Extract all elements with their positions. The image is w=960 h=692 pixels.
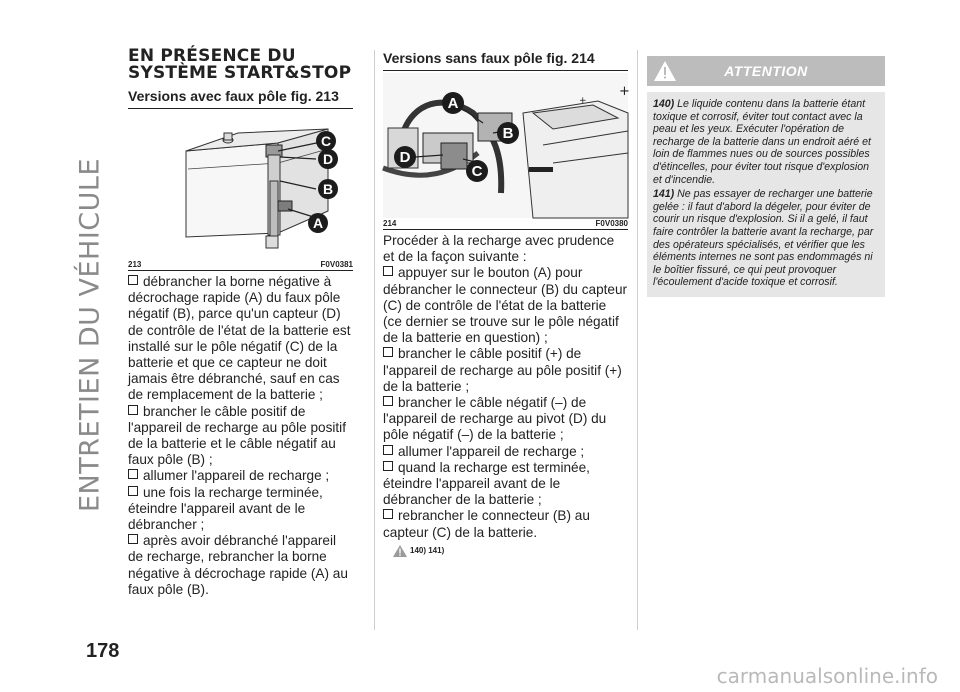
list-item: allumer l'appareil de recharge ;: [128, 468, 353, 484]
warning-triangle-icon: [653, 60, 677, 82]
figure-code: F0V0381: [320, 260, 353, 269]
list-item: appuyer sur le bouton (A) pour débrancher le connecteur (B) du capteur (C) de contrôle de l'état de la batterie (ce dernier se trouve sur le pôle négatif de la batterie en question) ;: [383, 265, 628, 346]
checkbox-bullet-icon: [383, 509, 393, 519]
checkbox-bullet-icon: [383, 445, 393, 455]
figure-label-a: A: [312, 215, 324, 231]
warning-references: 140) 141): [393, 545, 628, 557]
list-item: brancher le câble négatif (–) de l'appareil de recharge au pivot (D) du pôle négatif (–) de la batterie ;: [383, 395, 607, 443]
list-item: rebrancher le connecteur (B) au capteur (C) de la batterie.: [383, 508, 590, 540]
list-item: quand la recharge est terminée, éteindre l'appareil avant de le débrancher de la batterie ;: [383, 459, 590, 508]
figure-number: 213: [128, 260, 142, 269]
attention-notes: [647, 92, 885, 297]
column-divider: [374, 50, 375, 630]
checkbox-bullet-icon: [383, 461, 393, 471]
subtitle-with-false-pole: Versions avec faux pôle fig. 213: [128, 88, 339, 104]
middle-column: [383, 48, 628, 557]
divider: [383, 70, 628, 71]
list-item: brancher le câble positif de l'appareil de recharge au pôle positif de la batterie et le câble négatif au faux pôle (B) ;: [128, 403, 346, 468]
subtitle-without-false-pole: Versions sans faux pôle fig. 214: [383, 50, 595, 66]
svg-text:+: +: [579, 96, 587, 106]
checkbox-bullet-icon: [128, 534, 138, 544]
figure-label-d: D: [399, 149, 411, 166]
checkbox-bullet-icon: [128, 405, 138, 415]
column-divider: [637, 50, 638, 630]
checkbox-bullet-icon: [383, 396, 393, 406]
list-item: brancher le câble positif (+) de l'appareil de recharge au pôle positif (+) de la batterie ;: [383, 346, 622, 394]
figure-code: F0V0380: [595, 219, 628, 228]
instructions-list: [383, 233, 628, 541]
figure-label-c: C: [471, 163, 483, 180]
page-number: 178: [86, 640, 120, 662]
figure-caption: [128, 260, 353, 271]
attention-label: ATTENTION: [724, 63, 808, 79]
checkbox-bullet-icon: [128, 469, 138, 479]
checkbox-bullet-icon: [128, 486, 138, 496]
figure-label-c: C: [320, 133, 332, 149]
list-item: débrancher la borne négative à décrochage rapide (A) du faux pôle négatif (B), parce qu'un capteur (D) de contrôle de l'état de la batterie est installé sur le pôle négatif (C) de la batterie et que ce capteur ne doit jamais être débranché, sauf en cas de remplacement de la batterie ;: [128, 274, 351, 403]
figure-label-a: A: [447, 95, 459, 112]
figure-label-b: B: [502, 125, 514, 142]
attention-note: 140) Le liquide contenu dans la batterie étant toxique et corrosif, éviter tout contact avec la peau et les yeux. Exécuter l'opération de recharge de la batterie dans un endroit aéré et loin de flammes nues ou de sources possibles d'étincelles, pour éviter tout risque d'explosion et d'incendie.: [653, 98, 871, 186]
list-item: une fois la recharge terminée, éteindre l'appareil avant de le débrancher ;: [128, 484, 323, 533]
figure-number: 214: [383, 219, 397, 228]
svg-text:+: +: [619, 84, 630, 99]
figure-caption: [383, 219, 628, 230]
instructions-list: [128, 274, 353, 598]
attention-note: 141) Ne pas essayer de recharger une batterie gelée : il faut d'abord la dégeler, pour éviter de courir un risque d'explosion. Si il a gelé, il faut faire contrôler la batterie avant la recharge, par des opérateurs spécialisés, et vérifier que les éléments internes ne sont pas endommagés ni le boîtier fissuré, ce qui peut provoquer l'écoulement d'acide toxique et corrosif.: [653, 188, 874, 289]
figure-label-d: D: [322, 151, 334, 167]
intro-text: Procéder à la recharge avec prudence et de la façon suivante :: [383, 233, 615, 265]
warning-triangle-icon: [393, 545, 407, 557]
section-title: EN PRÉSENCE DU SYSTÈME START&STOP: [128, 46, 352, 83]
checkbox-bullet-icon: [383, 347, 393, 357]
figure-label-b: B: [322, 181, 334, 197]
list-item: après avoir débranché l'appareil de recharge, rebrancher la borne négative à décrochage rapide (A) au faux pôle (B).: [128, 533, 348, 597]
list-item: allumer l'appareil de recharge ;: [383, 444, 628, 460]
attention-header: [647, 56, 885, 86]
chapter-side-title: ENTRETIEN DU VÉHICULE: [74, 157, 106, 513]
checkbox-bullet-icon: [383, 266, 393, 276]
figure-214-battery: [383, 73, 628, 218]
figure-213-battery: [128, 111, 353, 259]
checkbox-bullet-icon: [128, 275, 138, 285]
footer-watermark: carmanualsonline.info: [716, 664, 938, 688]
left-column: [128, 48, 353, 598]
attention-box: [647, 56, 885, 297]
divider: [128, 108, 353, 109]
